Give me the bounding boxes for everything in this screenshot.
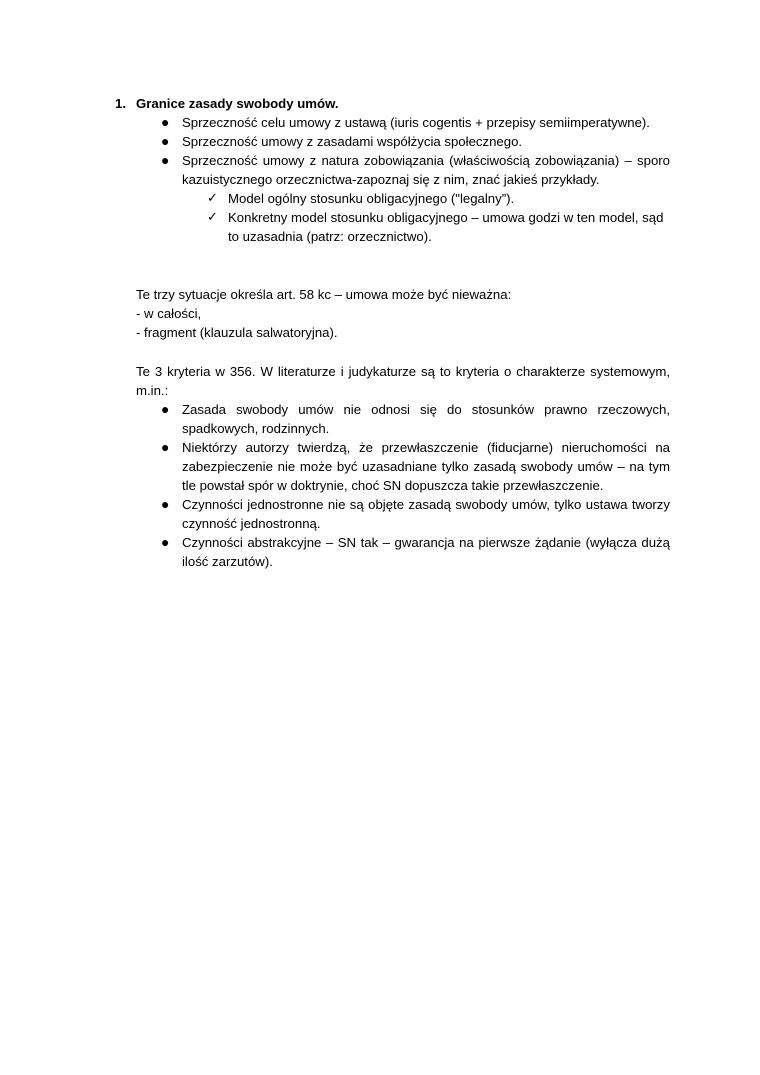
- list-item: [107, 438, 670, 495]
- list-item-text: Czynności abstrakcyjne – SN tak – gwarancja na pierwsze żądanie (wyłącza dużą ilość zarzutów).: [182, 535, 670, 569]
- criteria-bullet-list: [107, 400, 670, 571]
- list-item-text: Sprzeczność umowy z zasadami współżycia społecznego.: [182, 134, 523, 149]
- check-item-text: Konkretny model stosunku obligacyjnego – umowa godzi w ten model, sąd to uzasadnia (patrz: orzecznictwo).: [228, 210, 664, 244]
- list-item-text: Czynności jednostronne nie są objęte zasadą swobody umów, tylko ustawa tworzy czynność jednostronną.: [182, 497, 670, 531]
- check-list: [107, 189, 670, 246]
- checkmark-icon: ✓: [207, 191, 218, 206]
- list-item-text: Sprzeczność celu umowy z ustawą (iuris cogentis + przepisy semiimperatywne).: [182, 115, 650, 130]
- bullet-icon: ●: [161, 401, 170, 417]
- section-bullet-list: [107, 113, 670, 189]
- bullet-icon: ●: [161, 133, 170, 149]
- paragraph-art58: [107, 285, 670, 342]
- list-item: [107, 113, 670, 132]
- list-item: [107, 132, 670, 151]
- section-title: Granice zasady swobody umów.: [136, 96, 339, 111]
- paragraph-line: Te trzy sytuacje określa art. 58 kc – umowa może być nieważna:: [136, 287, 512, 302]
- bullet-icon: ●: [161, 152, 170, 168]
- bullet-icon: ●: [161, 534, 170, 550]
- check-item-text: Model ogólny stosunku obligacyjnego ("legalny”).: [228, 191, 515, 206]
- document-body: [107, 94, 670, 571]
- list-item: [107, 400, 670, 438]
- checkmark-icon: ✓: [207, 210, 218, 225]
- list-item: [107, 495, 670, 533]
- list-item-text: Sprzeczność umowy z natura zobowiązania (właściwością zobowiązania) – sporo kazuistycznego orzecznictwa-zapoznaj się z nim, znać jakieś przykłady.: [182, 153, 670, 187]
- paragraph-line: - fragment (klauzula salwatoryjna).: [136, 325, 338, 340]
- bullet-icon: ●: [161, 114, 170, 130]
- check-item: [107, 208, 670, 246]
- list-item: [107, 151, 670, 189]
- paragraph-criteria-intro: Te 3 kryteria w 356. W literaturze i judykaturze są to kryteria o charakterze systemowym, m.in.:: [136, 364, 670, 398]
- section-number: 1.: [115, 96, 126, 111]
- bullet-icon: ●: [161, 496, 170, 512]
- paragraph-line: - w całości,: [136, 306, 202, 321]
- spacer: [107, 342, 670, 362]
- spacer: [107, 246, 670, 285]
- list-item-text: Zasada swobody umów nie odnosi się do stosunków prawno rzeczowych, spadkowych, rodzinnych.: [182, 402, 670, 436]
- bullet-icon: ●: [161, 439, 170, 455]
- list-item-text: Niektórzy autorzy twierdzą, że przewłaszczenie (fiducjarne) nieruchomości na zabezpieczenie nie może być uzasadniane tylko zasadą swobody umów – na tym tle powstał spór w doktrynie, choć SN dopuszcza takie przewłaszczenie.: [182, 440, 670, 493]
- section-heading: [107, 94, 670, 113]
- check-item: [107, 189, 670, 208]
- list-item: [107, 533, 670, 571]
